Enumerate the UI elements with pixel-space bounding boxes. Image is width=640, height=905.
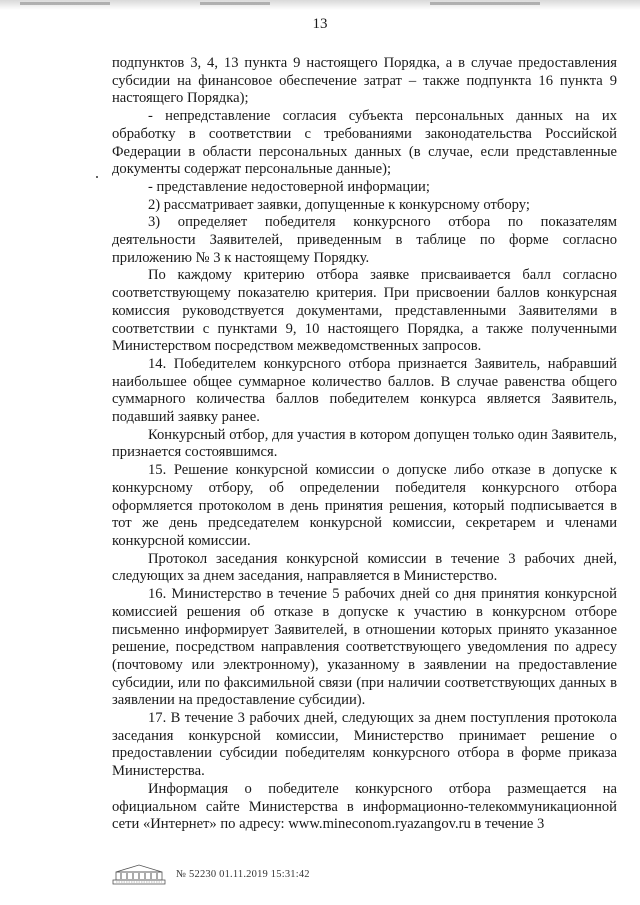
paragraph: 15. Решение конкурсной комиссии о допуске либо отказе в допуске к конкурсному отбору, об определении победителя конкурсного отбора оформляется протоколом в день принятия решения, который подписывается в тот же день председателем конкурсной комиссии, секретарем и членами конкурсной комиссии. [112, 462, 617, 549]
paragraph: Информация о победителе конкурсного отбора размещается на официальном сайте Министерства в информационно-телекоммуникационной сети «Интернет» по адресу: www.mineconom.ryazangov.ru в течение 3 [112, 780, 617, 833]
scan-artifact [200, 2, 270, 5]
paragraph: подпунктов 3, 4, 13 пункта 9 настоящего Порядка, а в случае предоставления субсидии на финансовое обеспечение затрат – также подпункта 16 пункта 9 настоящего Порядка); [112, 55, 617, 107]
document-body [112, 55, 617, 834]
paragraph: - представление недостоверной информации; [148, 178, 430, 195]
scan-speck [96, 176, 98, 178]
document-registration-stamp: № 52230 01.11.2019 15:31:42 [176, 868, 310, 880]
page-number: 13 [312, 16, 328, 32]
document-footer [112, 862, 310, 886]
paragraph: Конкурсный отбор, для участия в котором допущен только один Заявитель, признается состоявшимся. [112, 426, 617, 461]
paragraph: 16. Министерство в течение 5 рабочих дней со дня принятия конкурсной комиссией решения об отказе в допуске к участию в конкурсном отборе письменно информирует Заявителей, в отношении которых принято указанное решение, посредством направления соответствующего уведомления по адресу (почтовому или электронному), указанному в заявлении на предоставление субсидии, или по факсимильной связи (при наличии соответствующих данных в заявлении на предоставление субсидии). [112, 586, 617, 709]
paragraph: 17. В течение 3 рабочих дней, следующих за днем поступления протокола заседания конкурсной комиссии, Министерство принимает решение о предоставлении субсидии победителям конкурсного отбора в форме приказа Министерства. [112, 710, 617, 780]
paragraph: По каждому критерию отбора заявке присваивается балл согласно соответствующему показателю критерия. При присвоении баллов конкурсная комиссия руководствуется документами, представленными Заявителями в соответствии с пунктами 9, 10 настоящего Порядка, а также полученными Министерством посредством межведомственных запросов. [112, 267, 617, 355]
paragraph: 14. Победителем конкурсного отбора признается Заявитель, набравший наибольшее общее суммарное количество баллов. В случае равенства общего суммарного количества баллов победителем конкурса является Заявитель, подавший заявку ранее. [112, 355, 617, 426]
paragraph: 3) определяет победителя конкурсного отбора по показателям деятельности Заявителей, приведенным в таблице по форме согласно приложению № 3 к настоящему Порядку. [112, 214, 617, 266]
paragraph: Протокол заседания конкурсной комиссии в течение 3 рабочих дней, следующих за днем заседания, направляется в Министерство. [112, 550, 617, 585]
paragraph: - непредставление согласия субъекта персональных данных на их обработку в соответствии с требованиями законодательства Российской Федерации в области персональных данных (в случае, если представленные документы содержат персональные данные); [112, 108, 617, 178]
scan-artifact [430, 2, 540, 5]
building-seal-icon [112, 863, 166, 885]
paragraph: 2) рассматривает заявки, допущенные к конкурсному отбору; [148, 196, 530, 213]
scan-artifact [20, 2, 110, 5]
